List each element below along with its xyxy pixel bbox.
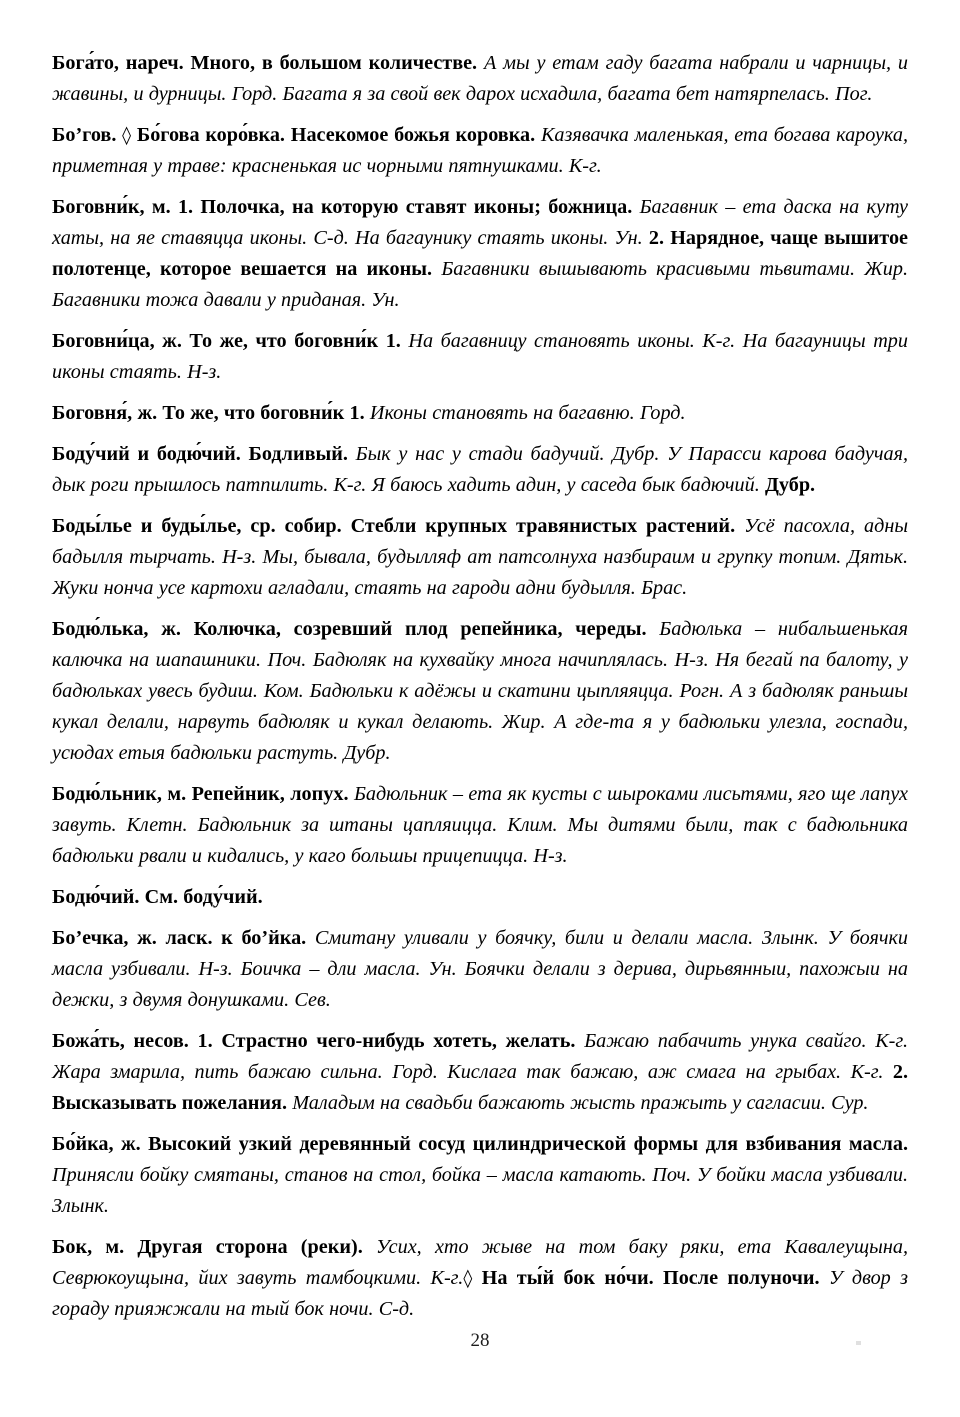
- dictionary-entries-column: [52, 48, 908, 1325]
- dictionary-entry: Боду́чий и бодю́чий. Бодливый. Бык у нас у стади бадучий. Дубр. У Парасси карова бадучая, дык роги прышлось патпилить. К-г. Я баюсь хадить адин, у саседа бык бадючий. Дубр.: [52, 443, 908, 496]
- dictionary-entry: Боговни́ца, ж. То же, что боговни́к 1. На багавницу становять иконы. К-г. На багауницы три иконы стаять. Н-з.: [52, 330, 908, 383]
- dictionary-entry: Бодю́чий. См. боду́чий.: [52, 886, 263, 908]
- dictionary-entry: Боговня́, ж. То же, что боговни́к 1. Иконы становять на багавню. Горд.: [52, 402, 686, 424]
- dictionary-entry: Бодю́лька, ж. Колючка, созревший плод репейника, череды. Бадюлька – нибальшенькая калючка на шапашники. Поч. Бадюляк на кухвайку многа начиплялась. Н-з. Ня бегай па балоту, у бадюльках увесь будиш. Ком. Бадюльки к адёжы и скатини цыпляяцца. Рогн. А з бадюляк раньшы кукал делали, нарвуть бадюляк и кукал делають. Жир. А где-та я у бадюльки улезла, госпади, усюдах етыя бадюльки растуть. Дубр.: [52, 618, 908, 764]
- dictionary-entry: Бодю́льник, м. Репейник, лопух. Бадюльник – ета як кусты с шыроками лисьтями, яго ще лапух завуть. Клетн. Бадюльник за штаны цапляицца. Клим. Мы дитями были, так с бадюльника бадюльки рвали и кидались, у каго большы прицепицца. Н-з.: [52, 783, 908, 867]
- dictionary-entry: Боговни́к, м. 1. Полочка, на которую ставят иконы; божница. Багавник – ета даска на куту хаты, на яе ставяцца иконы. С-д. На багаунику стаять иконы. Ун. 2. Нарядное, чаще вышитое полотенце, которое вешается на иконы. Багавники вышывають красивыми тьвитами. Жир. Багавники тожа давали у приданая. Ун.: [52, 196, 909, 311]
- dictionary-entry: Боды́лье и буды́лье, ср. собир. Стебли крупных травянистых растений. Усё пасохла, адны бадылля тырчать. Н-з. Мы, бывала, будылляф ат патсолнуха назбираим и групку топим. Дятьк. Жуки нонча усе картохи агладали, стаять на гароди адни будылля. Брас.: [52, 515, 909, 599]
- dictionary-entry: Бо’ечка, ж. ласк. к бо’йка. Смитану уливали у боячку, били и делали масла. Злынк. У боячки масла узбивали. Н-з. Боичка – дли масла. Ун. Боячки делали з дерива, дирьвянныи, пахожыи на дежки, з двумя донушками. Сев.: [52, 927, 909, 1011]
- dictionary-entry: Бок, м. Другая сторона (реки). Усих, хто жыве на том баку ряки, ета Кавалеущына, Севрюкоущына, йих завуть тамбоцкими. К-г.◊ На ты́й бок но́чи. После полуночи. У двор з гораду прияжжали на тый бок ночи. С-д.: [52, 1236, 909, 1320]
- page-number: 28: [470, 1330, 490, 1351]
- dictionary-entry: Бо’гов. ◊ Бо́гова коро́вка. Насекомое божья коровка. Казявачка маленькая, ета богава кароука, приметная у траве: красненькая ис чорными пятнушками. К-г.: [52, 124, 908, 177]
- dictionary-entry: Бога́то, нареч. Много, в большом количестве. А мы у етам гаду багата набрали и чарницы, и жавины, и дурницы. Горд. Багата я за свой век дарох исхадила, багата бет натярпелась. Пог.: [52, 52, 908, 105]
- scan-artifact: [856, 1341, 861, 1345]
- dictionary-entry: Божа́ть, несов. 1. Страстно чего-нибудь хотеть, желать. Бажаю пабачить унука свайго. К-г. Жара змарила, пить бажаю сильна. Горд. Кислага так бажаю, аж смага на грыбах. К-г. 2. Высказывать пожелания. Маладым на свадьби бажають жысть пражыть у сагласии. Сур.: [52, 1030, 909, 1114]
- dictionary-entry: Бо́йка, ж. Высокий узкий деревянный сосуд цилиндрической формы для взбивания масла. Принясли бойку смятаны, станов на стол, бойка – масла катають. Поч. У бойки масла узбивали. Злынк.: [52, 1133, 908, 1217]
